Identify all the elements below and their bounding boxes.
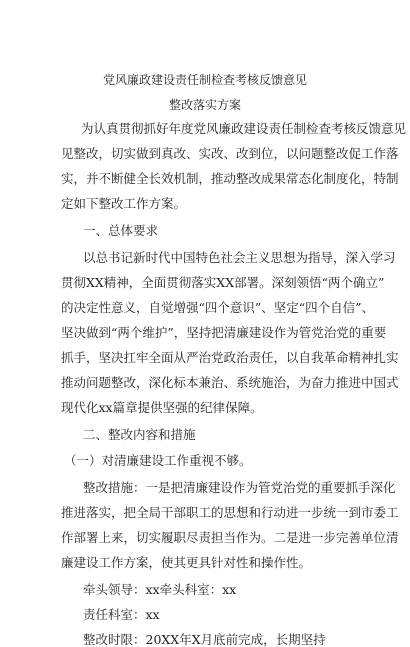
section-heading: 一、总体要求 [83,223,159,238]
paragraph-line: 抓手，坚决扛牢全面从严治党政治责任，以自我革命精神扎实 [61,350,399,365]
section-heading: 二、整改内容和措施 [83,427,196,442]
paragraph-line: 坚决做到“两个维护”，坚持把清廉建设作为管党治党的重要 [61,325,387,340]
subsection-heading: （一）对清廉建设工作重视不够。 [64,453,252,468]
paragraph-line: 现代化xx篇章提供坚强的纪律保障。 [61,400,263,415]
paragraph-line: 贯彻XX精神，全面贯彻落实XX部署。深刻领悟“两个确立” [61,275,385,290]
paragraph-line: 实，并不断健全长效机制，推动整改成果常态化制度化，特制 [61,171,399,186]
paragraph-line: 整改时限：20XX年X月底前完成，长期坚持 [83,632,326,647]
paragraph-line: 整改措施：一是把清廉建设作为管党治党的重要抓手深化 [83,480,396,495]
paragraph-line: 推进落实，把全局干部职工的思想和行动进一步统一到市委工 [61,505,399,520]
paragraph-line: 责任科室：xx [83,607,160,622]
document-subtitle: 整改落实方案 [168,98,241,112]
paragraph-line: 以总书记新时代中国特色社会主义思想为指导，深入学习 [83,250,396,265]
paragraph-line: 见整改，切实做到真改、实改、改到位，以问题整改促工作落 [61,146,399,161]
paragraph-line: 定如下整改工作方案。 [61,196,187,211]
paragraph-line: 牵头领导：xx牵头科室：xx [83,582,237,597]
paragraph-line: 为认真贯彻抓好年度党风廉政建设责任制检查考核反馈意见 [81,121,407,136]
paragraph-line: 作部署上来，切实履职尽责担当作为。二是进一步完善单位清 [61,530,399,545]
paragraph-line: 的决定性意义，自觉增强“四个意识”、坚定“四个自信”、 [61,300,375,315]
paragraph-line: 推动问题整改，深化标本兼治、系统施治，为奋力推进中国式 [61,375,399,390]
paragraph-line: 廉建设工作方案，使其更具针对性和操作性。 [61,555,312,570]
document-title: 党风廉政建设责任制检查考核反馈意见 [102,73,307,87]
